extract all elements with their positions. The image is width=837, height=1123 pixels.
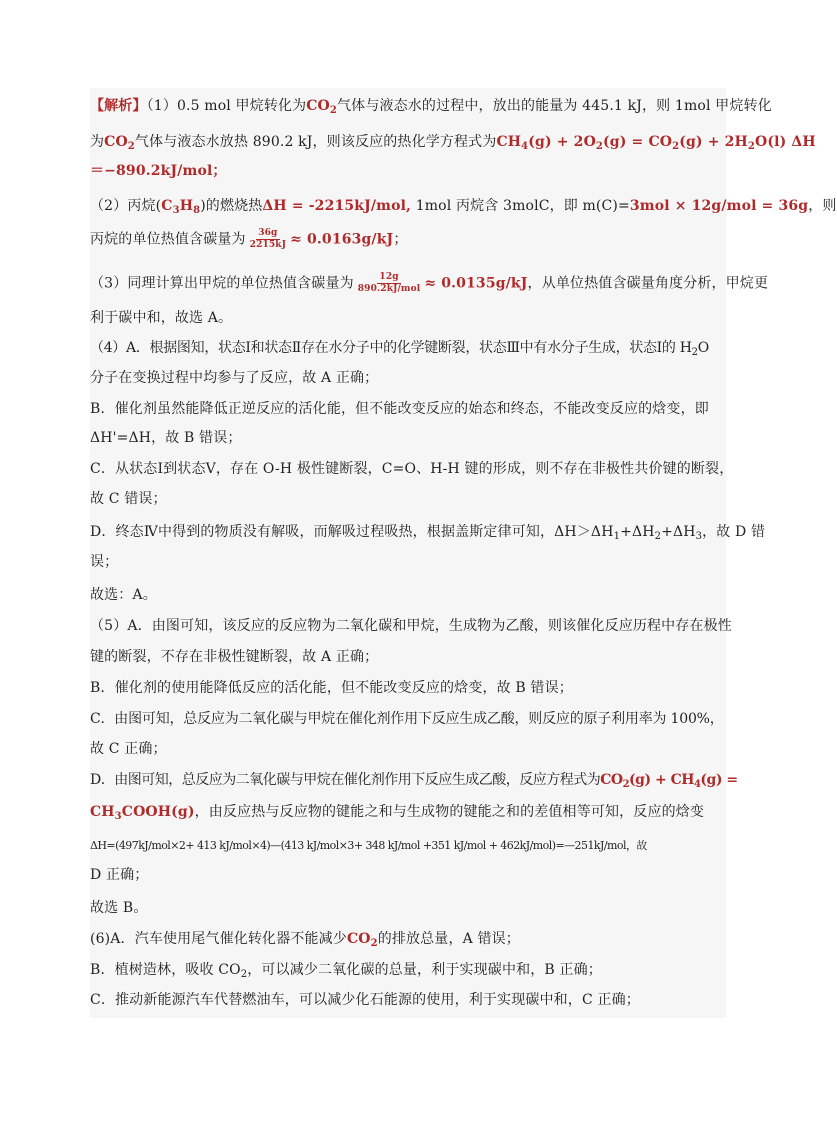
answer-document bbox=[90, 88, 837, 1018]
q6-line-1: (6)A．汽车使用尾气催化转化器不能减少$CO_2$的排放总量，A 错误； bbox=[90, 931, 520, 949]
q4-line-1: （4）A．根据图知，状态Ⅰ和状态Ⅱ存在水分子中的化学键断裂，状态Ⅲ中有水分子生成，状态Ⅰ的 $H_2O$ bbox=[90, 340, 709, 358]
q6-line-2: B．植树造林，吸收 $CO_2$，可以减少二氧化碳的总量，利于实现碳中和，B 正确； bbox=[90, 962, 602, 980]
q5-line-4: C．由图可知，总反应为二氧化碳与甲烷在催化剂作用下反应生成乙酸，则反应的原子利用率为 100%， bbox=[90, 711, 724, 727]
q5-line-3: B．催化剂的使用能降低反应的活化能，但不能改变反应的焓变，故 B 错误； bbox=[90, 680, 573, 696]
q4-line-3: B．催化剂虽然能降低正逆反应的活化能，但不能改变反应的始态和终态，不能改变反应的焓变，即 bbox=[90, 401, 709, 417]
methane-line-2: 利于碳中和，故选 A。 bbox=[90, 310, 233, 326]
q4-line-9: 故选：A。 bbox=[90, 587, 157, 603]
analysis-heading: 【解析】 bbox=[90, 98, 147, 114]
propane-line-1: （2）丙烷$(C_3H_8)$的燃烧热ΔH = -2215kJ/mol, 1mol 丙烷含 3molC，即 m(C)=3mol × 12g/mol = 36g，则 bbox=[90, 198, 837, 216]
q4-line-2: 分子在变换过程中均参与了反应，故 A 正确； bbox=[90, 370, 379, 386]
q5-line-1: （5）A．由图可知，该反应的反应物为二氧化碳和甲烷，生成物为乙酸，则该催化反应历程中存在极性 bbox=[90, 618, 732, 634]
q4-line-4: ΔH'=ΔH，故 B 错误； bbox=[90, 430, 242, 446]
q4-line-5: C．从状态Ⅰ到状态Ⅴ，存在 O-H 极性键断裂，C=O、H-H 键的形成，则不存在非极性共价键的断裂， bbox=[90, 461, 734, 477]
q5-line-6: D．由图可知，总反应为二氧化碳与甲烷在催化剂作用下反应生成乙酸，反应方程式为$CO_2(g) + CH_4(g)$ = bbox=[90, 772, 738, 790]
q6-line-3: C．推动新能源汽车代替燃油车，可以减少化石能源的使用，利于实现碳中和，C 正确； bbox=[90, 992, 640, 1008]
analysis-line-2: 为$CO_2$气体与液态水放热 890.2 kJ，则该反应的热化学方程式为$CH_4(g) + 2O_2(g) = CO_2(g) + 2H_2O(l)$ ΔH bbox=[90, 134, 816, 152]
q4-line-7: D．终态Ⅳ中得到的物质没有解吸，而解吸过程吸热，根据盖斯定律可知，$\Delta H>\Delta H_1+\Delta H_2+\Delta H_3$，故 D 错 bbox=[90, 524, 766, 542]
analysis-line-3: ＝−890.2kJ/mol； bbox=[90, 163, 227, 179]
propane-line-2: 丙烷的单位热值含碳量为 $\frac{36g}{2215kJ}$ ≈ 0.0163g/kJ； bbox=[90, 228, 408, 250]
fraction-propane: $\frac{36g}{2215kJ}$ bbox=[249, 228, 287, 250]
fraction-methane: $\frac{12g}{\text{890.2kJ/mol}}$ bbox=[357, 272, 421, 294]
q4-line-8: 误； bbox=[90, 554, 119, 570]
analysis-line-1: 【解析】（1）0.5 mol 甲烷转化为$CO_2$气体与液态水的过程中，放出的能量为 445.1 kJ，则 1mol 甲烷转化 bbox=[90, 98, 772, 116]
q5-line-10: 故选 B。 bbox=[90, 900, 148, 916]
q5-line-9: D 正确； bbox=[90, 867, 149, 883]
q5-line-7: $CH_3COOH(g)$，由反应热与反应物的键能之和与生成物的键能之和的差值相等可知，反应的焓变 bbox=[90, 804, 705, 822]
q5-line-5: 故 C 正确； bbox=[90, 741, 167, 757]
q4-line-6: 故 C 错误； bbox=[90, 491, 167, 507]
q5-line-8: ΔH=(497kJ/mol×2+ 413 kJ/mol×4)—(413 kJ/mol×3+ 348 kJ/mol +351 kJ/mol + 462kJ/mol)=—251kJ/mol，故 bbox=[90, 839, 647, 852]
q5-line-2: 键的断裂，不存在非极性键断裂，故 A 正确； bbox=[90, 649, 379, 665]
methane-line-1: （3）同理计算出甲烷的单位热值含碳量为 $\frac{12g}{\text{890.2kJ/mol}}$ ≈ 0.0135g/kJ，从单位热值含碳量角度分析，甲烷更 bbox=[90, 272, 769, 294]
thermochemical-equation: $CH_4(g) + 2O_2(g) = CO_2(g) + 2H_2O(l)$ ΔH bbox=[496, 134, 816, 152]
